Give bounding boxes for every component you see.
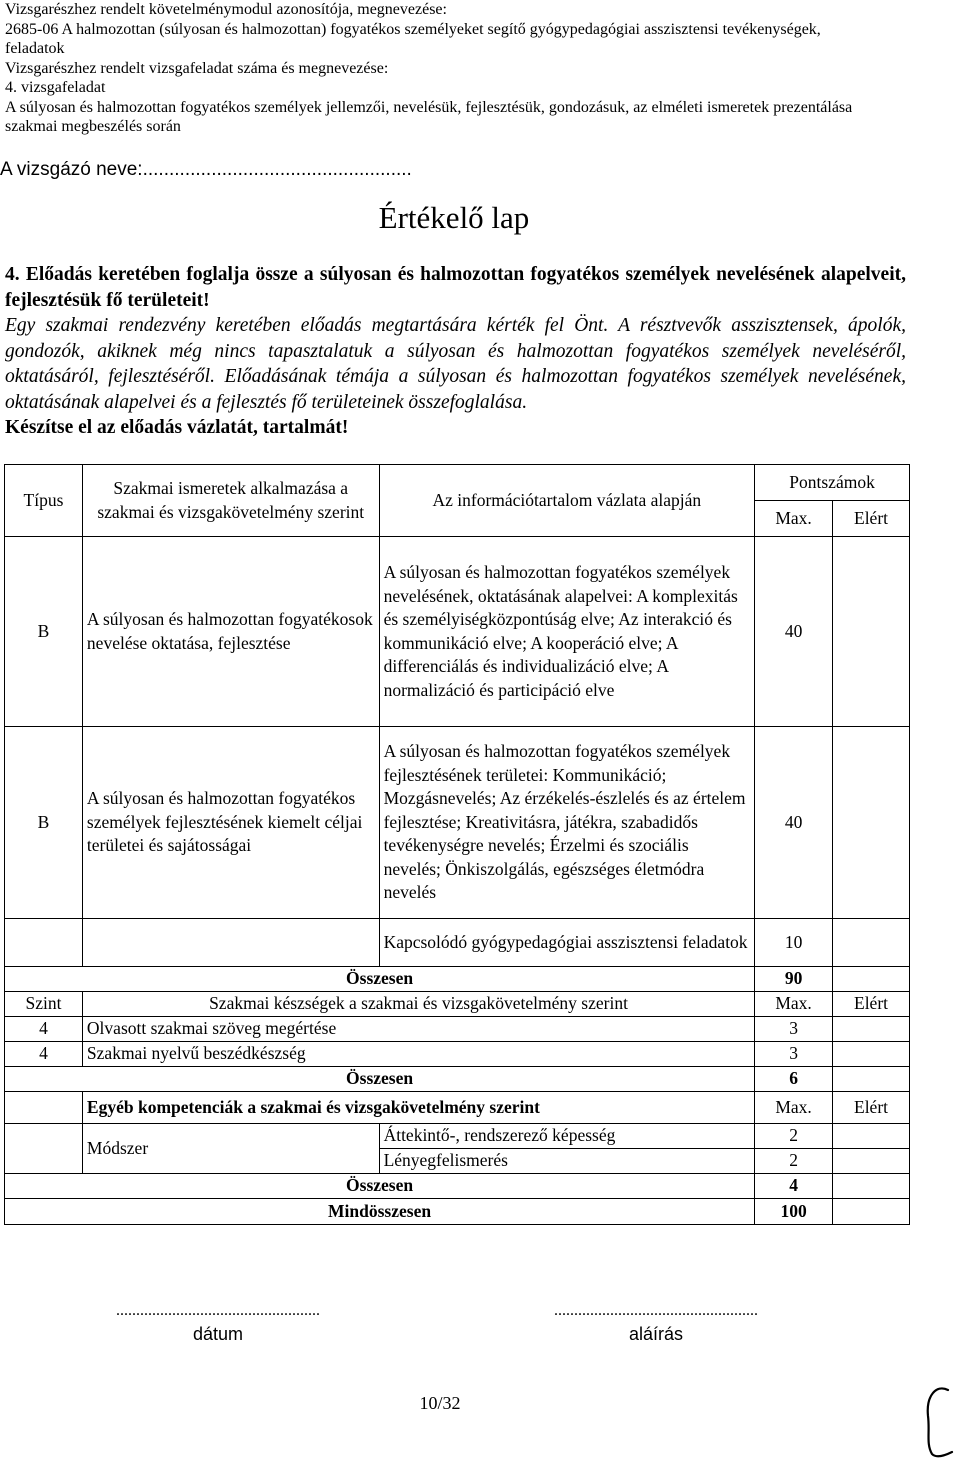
header-module-label: Vizsgarészhez rendelt követelménymodul azonosítója, megnevezése: [5, 1, 447, 18]
row-achieved-cell [833, 919, 910, 967]
grand-total-value: 100 [755, 1199, 833, 1225]
col-header-max: Max. [755, 501, 833, 537]
row-content: A súlyosan és halmozottan fogyatékos személyek fejlesztésének területei: Kommunikáció; Mozgásnevelés; Az érzékelés-észlelés és az értelem fejlesztése; Kreativitásra, játékra, szabadidős tevékenységre nevelés; Érzelmi és szociális nevelés; Önkiszolgálás, egészséges életmódra nevelés [379, 727, 755, 919]
skill-achieved-cell [833, 1017, 910, 1042]
header-task-name-cont: szakmai megbeszélés során [5, 118, 181, 135]
task-description [5, 262, 906, 441]
subtotal-value: 6 [755, 1067, 833, 1092]
col-header-type: Típus [5, 465, 83, 537]
row-type: B [5, 537, 83, 727]
grand-total-label: Mindösszesen [5, 1199, 755, 1225]
subtotal-achieved-cell [833, 1174, 910, 1199]
comp-group-empty [5, 1124, 83, 1174]
comp-achieved-cell [833, 1124, 910, 1149]
col-header-achieved: Elért [833, 501, 910, 537]
skill-label: Olvasott szakmai szöveg megértése [82, 1017, 754, 1042]
examinee-name-field: A vizsgázó neve:................................................... [0, 159, 412, 180]
row-topic-empty [82, 919, 379, 967]
skill-level: 4 [5, 1042, 83, 1067]
skill-label: Szakmai nyelvű beszédkészség [82, 1042, 754, 1067]
subtotal-value: 4 [755, 1174, 833, 1199]
comp-max-header: Max. [755, 1092, 833, 1124]
header-task-number: 4. vizsgafeladat [5, 79, 106, 96]
comp-label: Lényegfelismerés [379, 1149, 755, 1174]
date-line: ................................................... [116, 1302, 320, 1319]
page-number: 10/32 [419, 1393, 461, 1413]
row-content: A súlyosan és halmozottan fogyatékos személyek nevelésének, oktatásának alapelvei: A komplexitás és személyiségközpontúság elve; Az interakció és kommunikáció elve; A kooperáció elve; A differenciálás és individualizáció elve; A normalizáció és participáció elve [379, 537, 755, 727]
signature-line: ................................................... [554, 1302, 758, 1319]
comp-achieved-header: Elért [833, 1092, 910, 1124]
row-type-empty [5, 919, 83, 967]
subtotal-label: Összesen [5, 1067, 755, 1092]
row-max: 10 [755, 919, 833, 967]
skills-achieved-header: Elért [833, 992, 910, 1017]
row-achieved-cell [833, 537, 910, 727]
col-header-outline: Az információtartalom vázlata alapján [379, 465, 755, 537]
signature-block [526, 1302, 786, 1345]
handwritten-initials-icon [918, 1382, 958, 1460]
subtotal-label: Összesen [5, 967, 755, 992]
signature-label: aláírás [628, 1324, 684, 1344]
header-module-name-cont: feladatok [5, 40, 65, 57]
task-heading: 4. Előadás keretében foglalja össze a súlyosan és halmozottan fogyatékos személyek nevelésének alapelveit, fejlesztésük fő területeit! [5, 264, 906, 311]
col-header-points: Pontszámok [755, 465, 910, 501]
task-instruction: Készítse el az előadás vázlatát, tartalmát! [5, 417, 349, 438]
row-topic: A súlyosan és halmozottan fogyatékos személyek fejlesztésének kiemelt céljai területei és sajátosságai [82, 727, 379, 919]
col-header-knowledge: Szakmai ismeretek alkalmazása a szakmai és vizsgakövetelmény szerint [82, 465, 379, 537]
row-achieved-cell [833, 727, 910, 919]
document-header [5, 0, 950, 137]
header-task-label: Vizsgarészhez rendelt vizsgafeladat száma és megnevezése: [5, 59, 389, 77]
row-topic: A súlyosan és halmozottan fogyatékosok nevelése oktatása, fejlesztése [82, 537, 379, 727]
skill-max: 3 [755, 1042, 833, 1067]
subtotal-label: Összesen [5, 1174, 755, 1199]
skills-max-header: Max. [755, 992, 833, 1017]
date-signature-block [88, 1302, 348, 1345]
row-content: Kapcsolódó gyógypedagógiai asszisztensi feladatok [379, 919, 755, 967]
task-scenario: Egy szakmai rendezvény keretében előadás megtartására kérték fel Önt. A résztvevők asszisztensek, ápolók, gondozók, akiknek még nincs tapasztalatuk a súlyosan és halmozottan fogyatékos személyek neveléséről, oktatásáról, fejlesztéséről. Előadásának témája a súlyosan és halmozottan fogyatékos személyek nevelésének, oktatásának alapelvei és a fejlesztés fő területeinek összefoglalása. [5, 315, 906, 413]
comp-max: 2 [755, 1124, 833, 1149]
comp-label: Áttekintő-, rendszerező képesség [379, 1124, 755, 1149]
header-module-name: 2685-06 A halmozottan (súlyosan és halmozottan) fogyatékos személyeket segítő gyógypedagógiai asszisztensi tevékenységek, [5, 20, 821, 38]
comp-header-empty [5, 1092, 83, 1124]
skills-header: Szakmai készségek a szakmai és vizsgakövetelmény szerint [82, 992, 754, 1017]
page-title: Értékelő lap [378, 200, 530, 235]
col-header-level: Szint [5, 992, 83, 1017]
comp-achieved-cell [833, 1149, 910, 1174]
subtotal-achieved-cell [833, 1067, 910, 1092]
grand-total-achieved-cell [833, 1199, 910, 1225]
row-type: B [5, 727, 83, 919]
subtotal-value: 90 [755, 967, 833, 992]
competencies-header: Egyéb kompetenciák a szakmai és vizsgakövetelmény szerint [82, 1092, 754, 1124]
skill-max: 3 [755, 1017, 833, 1042]
skill-level: 4 [5, 1017, 83, 1042]
date-label: dátum [192, 1324, 244, 1344]
comp-group-label: Módszer [82, 1124, 379, 1174]
comp-max: 2 [755, 1149, 833, 1174]
skill-achieved-cell [833, 1042, 910, 1067]
scoring-table [4, 464, 910, 1225]
row-max: 40 [755, 537, 833, 727]
header-task-name: A súlyosan és halmozottan fogyatékos személyek jellemzői, nevelésük, fejlesztésük, gondozásuk, az elméleti ismeretek prezentálása [5, 98, 853, 116]
row-max: 40 [755, 727, 833, 919]
subtotal-achieved-cell [833, 967, 910, 992]
